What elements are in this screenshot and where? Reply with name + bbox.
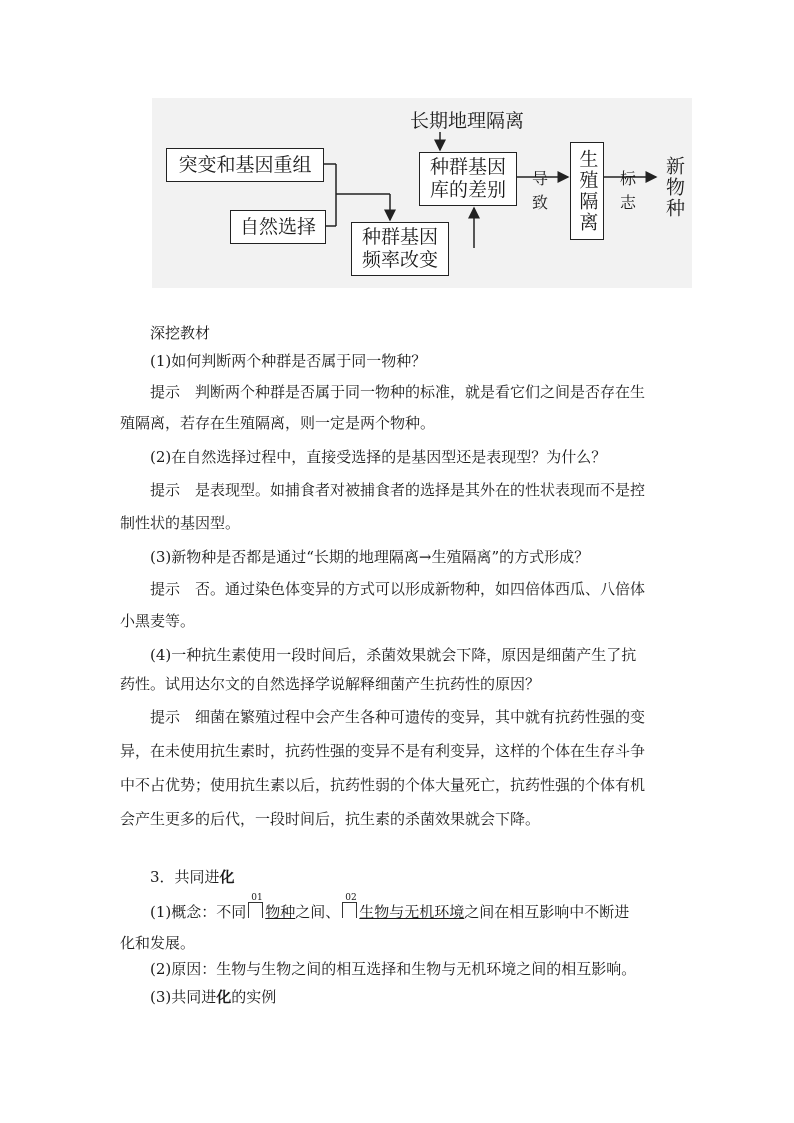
- question-3: (3)新物种是否都是通过“长期的地理隔离→生殖隔离”的方式形成？: [150, 548, 590, 566]
- label-long-geographic-isolation: 长期地理隔离: [410, 110, 525, 132]
- concept-suffix: 之间在相互影响中不断进: [464, 903, 630, 921]
- example-suffix: 的实例: [231, 988, 277, 1006]
- example-prefix: (3)共同进: [150, 988, 217, 1006]
- answer-4-line2: 异，在未使用抗生素时，抗药性强的变异不是有利变异，这样的个体在生存斗争: [120, 742, 646, 760]
- freq-line1: 种群基因: [361, 226, 438, 249]
- box-natural-selection: 自然选择: [230, 210, 326, 244]
- pool-line1: 种群基因: [429, 156, 506, 179]
- cause-line: (2)原因：生物与生物之间的相互选择和生物与无机环境之间的相互影响。: [150, 960, 637, 978]
- answer-2-line2: 制性状的基因型。: [120, 514, 241, 532]
- arrow-mark-bottom: 志: [620, 193, 637, 212]
- section3-heading: [150, 866, 235, 887]
- arrow-mark-top: 标: [620, 169, 637, 188]
- arrow-lead-top: 导: [532, 169, 549, 188]
- blank-mark-02: [342, 893, 357, 918]
- question-1: (1)如何判断两个种群是否属于同一物种？: [150, 352, 427, 370]
- section-heading: 深挖教材: [150, 324, 211, 342]
- concept-line2: 化和发展。: [120, 934, 196, 952]
- blank-mark-01-number: 01: [251, 893, 263, 903]
- example-bold: 化: [216, 988, 232, 1006]
- concept-prefix: (1)概念：不同: [150, 903, 247, 921]
- example-line: [150, 986, 276, 1007]
- question-4-line2: 药性。试用达尔文的自然选择学说解释细菌产生抗药性的原因？: [120, 675, 541, 693]
- question-4-line1: (4)一种抗生素使用一段时间后，杀菌效果就会下降，原因是细菌产生了抗: [150, 646, 637, 664]
- evolution-diagram: [152, 98, 692, 288]
- box-gene-pool-difference: [419, 152, 517, 206]
- answer-4-line1: 提示 细菌在繁殖过程中会产生各种可遗传的变异，其中就有抗药性强的变: [150, 708, 646, 726]
- blank-mark-02-number: 02: [345, 893, 357, 903]
- answer-3-line1: 提示 否。通过染色体变异的方式可以形成新物种，如四倍体西瓜、八倍体: [150, 580, 646, 598]
- blank-mark-01: [248, 893, 263, 918]
- box-mutation-recombination: 突变和基因重组: [166, 148, 324, 182]
- section3-heading-prefix: 3．共同进: [150, 868, 220, 886]
- concept-mid: 之间、: [295, 903, 341, 921]
- box-gene-frequency-change: [351, 222, 449, 276]
- section3-heading-bold: 化: [219, 868, 235, 886]
- concept-term-species: 物种: [265, 903, 296, 921]
- pool-line2: 库的差别: [429, 179, 506, 201]
- question-2: (2)在自然选择过程中，直接受选择的是基因型还是表现型？为什么？: [150, 448, 607, 466]
- answer-1-line1: 提示 判断两个种群是否属于同一物种的标准，就是看它们之间是否存在生: [150, 383, 646, 401]
- answer-3-line2: 小黑麦等。: [120, 612, 196, 630]
- box-reproductive-isolation: 生殖隔离: [570, 142, 604, 240]
- answer-2-line1: 提示 是表现型。如捕食者对被捕食者的选择是其外在的性状表现而不是控: [150, 481, 646, 499]
- freq-line2: 频率改变: [361, 249, 438, 271]
- answer-4-line3: 中不占优势；使用抗生素以后，抗药性弱的个体大量死亡，抗药性强的个体有机: [120, 776, 646, 794]
- answer-1-line2: 殖隔离，若存在生殖隔离，则一定是两个物种。: [120, 414, 436, 432]
- concept-term-environment: 生物与无机环境: [359, 903, 465, 921]
- concept-line1: [150, 893, 630, 922]
- arrow-lead-bottom: 致: [532, 193, 549, 212]
- label-new-species: 新物种: [663, 156, 685, 219]
- answer-4-line4: 会产生更多的后代，一段时间后，抗生素的杀菌效果就会下降。: [120, 810, 541, 828]
